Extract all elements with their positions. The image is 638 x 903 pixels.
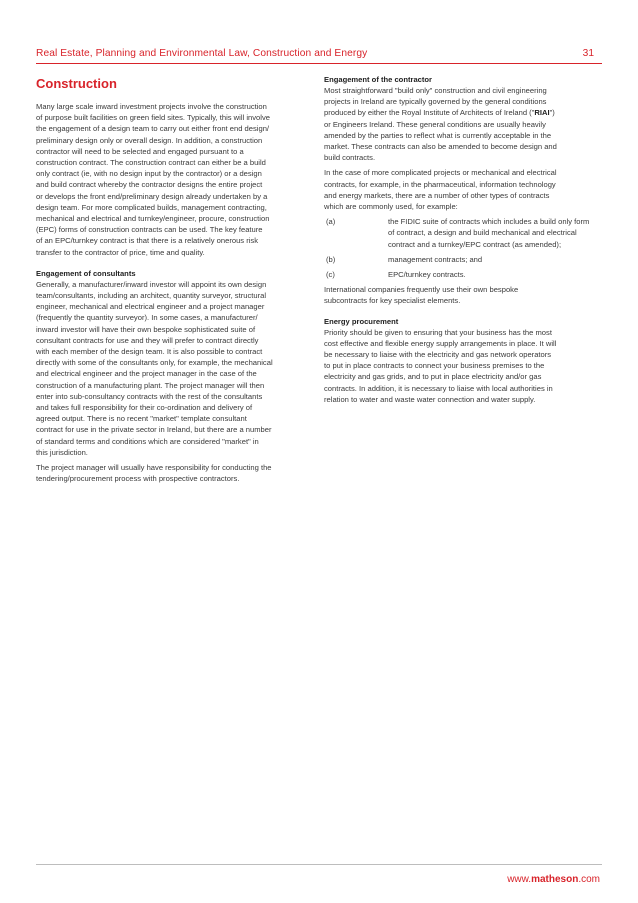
text-line: and build contract whereby the contractor designs the entire project [36,180,263,190]
subheading-engagement-of-consultants: Engagement of consultants [36,268,136,278]
text-line: The project manager will usually have responsibility for conducting the [36,463,272,473]
list-item [324,216,600,250]
text-line: International companies frequently use their own bespoke [324,285,519,295]
construction-intro-paragraph [36,101,312,258]
list-item-text: of contract, a design and build mechanical and electrical [388,228,577,238]
url-suffix: .com [578,874,600,885]
text-line: amended by the parties to reflect what is currently acceptable in the [324,130,552,140]
text-line: only contract (ie, with no design input by the contractor) or a design [36,169,262,179]
text-line: cost effective and flexible energy supply arrangements in place. It will [324,338,557,348]
text-line: relation to water and waste water connection and water supply. [324,394,536,404]
text-line: enter into sub-consultancy contracts with the rest of the consultants [36,391,263,401]
text-line: electricity and gas grids, and to put in place electricity and/or gas [324,372,542,382]
contractor-paragraph [324,85,600,163]
text-line: Generally, a manufacturer/inward investor will appoint its own design [36,279,267,289]
footer-website-link[interactable] [507,874,600,885]
text-line: team/consultants, including an architect, quantity surveyor, structural [36,291,267,301]
consultants-paragraph [36,279,312,458]
list-item-text: management contracts; and [388,254,483,264]
list-marker: (b) [326,254,336,264]
international-companies-paragraph [324,284,600,306]
text-line: be necessary to liaise with the electricity and gas network operators [324,350,552,360]
page-number: 31 [582,48,594,59]
text-line: contractor will need to be selected and engaged pursuant to a [36,146,244,156]
text-line: In the case of more complicated projects or mechanical and electrical [324,168,557,178]
page-header [36,46,602,64]
text-line: inward investor will have their own bespoke sophisticated suite of [36,324,256,334]
text-line: construction contract. The construction contract can either be a build [36,158,266,168]
left-column [36,74,312,485]
text-line: consultant contracts for use and they will prefer to contract directly [36,335,259,345]
list-marker: (c) [326,270,335,280]
list-item [324,254,600,265]
text-line: contract for use in the private sector in Ireland, but there are a number [36,425,272,435]
text-line: preliminary design only or overall design. In addition, a construction [36,135,263,145]
right-column [324,74,600,405]
text-span: produced by either the Royal Institute of Architects of Ireland (" [324,108,535,118]
text-line: of purpose built facilities on green field sites. Typically, this will involve [36,113,270,123]
text-line: this jurisdiction. [36,447,88,457]
text-line: and electrical engineer and the project manager in the case of the [36,369,257,379]
text-line: and takes full responsibility for their co-ordination and delivery of [36,403,253,413]
text-line: engineer, mechanical and electrical engineer and a project manager [36,302,265,312]
text-line: tendering/procurement process with prospective contractors. [36,474,240,484]
section-heading-construction: Construction [36,76,117,91]
text-line [324,107,600,118]
text-line: projects in Ireland are typically governed by the general conditions [324,97,547,107]
text-line: construction of a manufacturing plant. The project manager will then [36,380,265,390]
text-line: or develops the front end/preliminary design already undertaken by a [36,191,268,201]
list-item-text: contract and a turnkey/EPC contract (as amended); [388,239,562,249]
text-line: Priority should be given to ensuring that your business has the most [324,327,552,337]
text-line: (frequently the quantity surveyor). In some cases, a manufacturer/ [36,313,258,323]
text-line: the engagement of a design team to carry out either front end design/ [36,124,270,134]
subheading-engagement-of-contractor: Engagement of the contractor [324,75,433,84]
complicated-projects-paragraph [324,167,600,212]
text-line: design team. For more complicated builds, management contracting, [36,202,267,212]
running-header-title: Real Estate, Planning and Environmental Law, Construction and Energy [36,48,368,59]
contract-types-list [324,216,600,284]
text-line: or Engineers Ireland. These general conditions are usually heavily [324,119,546,129]
text-line: directly with some of the consultants only, for example, the mechanical [36,358,273,368]
project-manager-paragraph [36,462,312,484]
text-line: of an EPC/turnkey contract is that there is a relatively onerous risk [36,236,259,246]
text-line: which are commonly used, for example: [324,202,458,212]
text-line: market. These contracts can also be amended to become design and [324,142,557,152]
text-line: mechanical and electrical and turnkey/engineer, procure, construction [36,214,270,224]
list-item [324,269,600,280]
energy-procurement-paragraph [324,327,600,405]
subheading-energy-procurement: Energy procurement [324,316,399,326]
text-line: Many large scale inward investment projects involve the construction [36,102,267,111]
url-prefix: www. [507,874,532,885]
text-line: contracts. In addition, it is necessary to liaise with local authorities in [324,383,553,393]
text-line: with each member of the design team. It is also possible to contract [36,347,263,357]
text-line: subcontracts for key specialist elements. [324,296,461,306]
riai-abbreviation: RIAI [534,108,550,118]
text-line: (EPC) forms of construction contracts can be used. The key feature [36,225,263,235]
list-marker: (a) [326,217,336,227]
contractor-paragraph-rest [324,119,600,164]
list-item-text: the FIDIC suite of contracts which includes a build only form [388,217,590,227]
footer-rule [36,864,602,865]
text-line: Most straightforward "build only" construction and civil engineering [324,86,547,95]
text-line: contracts, for example, in the pharmaceutical, information technology [324,179,556,189]
text-line: of standard terms and conditions which are considered "market" in [36,436,259,446]
text-line: transfer to the contractor of price, time and quality. [36,247,205,257]
text-line: build contracts. [324,153,376,163]
text-span: ") [549,108,555,118]
text-line: agreed output. There is no recent "market" template consultant [36,414,247,424]
url-brand: matheson [531,874,579,885]
text-line: and energy markets, there are a number of other types of contracts [324,190,550,200]
list-item-text: EPC/turnkey contracts. [388,270,466,280]
text-line: to put in place contracts to connect your business premises to the [324,361,545,371]
